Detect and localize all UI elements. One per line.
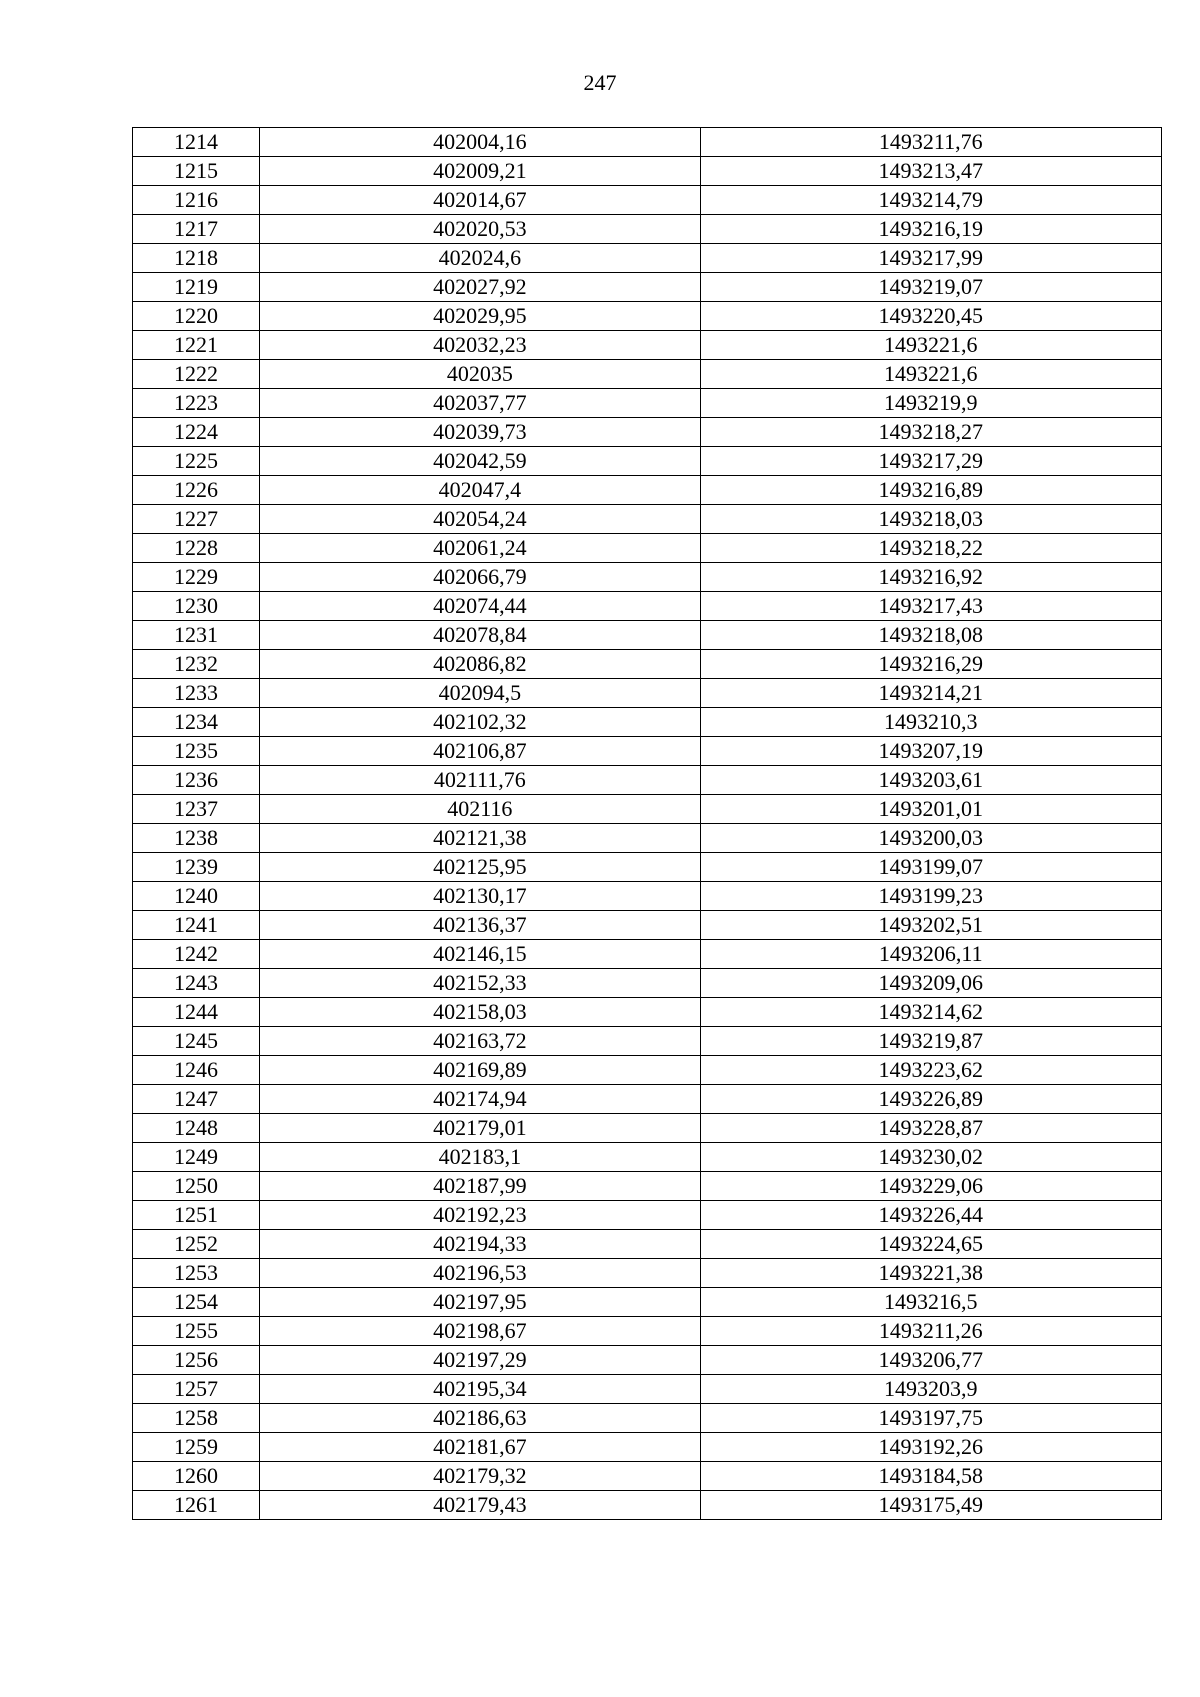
x-coordinate-cell: 402024,6 — [260, 244, 700, 273]
point-number-cell: 1255 — [133, 1317, 260, 1346]
y-coordinate-cell: 1493219,87 — [700, 1027, 1161, 1056]
point-number-cell: 1244 — [133, 998, 260, 1027]
point-number-cell: 1253 — [133, 1259, 260, 1288]
point-number-cell: 1230 — [133, 592, 260, 621]
table-row — [133, 1288, 1162, 1317]
x-coordinate-cell: 402086,82 — [260, 650, 700, 679]
point-number-cell: 1228 — [133, 534, 260, 563]
x-coordinate-cell: 402116 — [260, 795, 700, 824]
y-coordinate-cell: 1493228,87 — [700, 1114, 1161, 1143]
point-number-cell: 1257 — [133, 1375, 260, 1404]
y-coordinate-cell: 1493216,29 — [700, 650, 1161, 679]
x-coordinate-cell: 402054,24 — [260, 505, 700, 534]
point-number-cell: 1233 — [133, 679, 260, 708]
point-number-cell: 1254 — [133, 1288, 260, 1317]
x-coordinate-cell: 402066,79 — [260, 563, 700, 592]
point-number-cell: 1248 — [133, 1114, 260, 1143]
y-coordinate-cell: 1493206,77 — [700, 1346, 1161, 1375]
table-row — [133, 795, 1162, 824]
table-row — [133, 157, 1162, 186]
x-coordinate-cell: 402146,15 — [260, 940, 700, 969]
table-row — [133, 244, 1162, 273]
point-number-cell: 1236 — [133, 766, 260, 795]
point-number-cell: 1232 — [133, 650, 260, 679]
point-number-cell: 1240 — [133, 882, 260, 911]
table-row — [133, 708, 1162, 737]
x-coordinate-cell: 402029,95 — [260, 302, 700, 331]
table-row — [133, 128, 1162, 157]
x-coordinate-cell: 402039,73 — [260, 418, 700, 447]
y-coordinate-cell: 1493218,08 — [700, 621, 1161, 650]
y-coordinate-cell: 1493214,79 — [700, 186, 1161, 215]
y-coordinate-cell: 1493216,89 — [700, 476, 1161, 505]
y-coordinate-cell: 1493226,89 — [700, 1085, 1161, 1114]
x-coordinate-cell: 402197,29 — [260, 1346, 700, 1375]
y-coordinate-cell: 1493184,58 — [700, 1462, 1161, 1491]
y-coordinate-cell: 1493216,5 — [700, 1288, 1161, 1317]
y-coordinate-cell: 1493192,26 — [700, 1433, 1161, 1462]
point-number-cell: 1241 — [133, 911, 260, 940]
table-row — [133, 1201, 1162, 1230]
point-number-cell: 1216 — [133, 186, 260, 215]
point-number-cell: 1227 — [133, 505, 260, 534]
x-coordinate-cell: 402179,01 — [260, 1114, 700, 1143]
point-number-cell: 1221 — [133, 331, 260, 360]
point-number-cell: 1234 — [133, 708, 260, 737]
table-row — [133, 650, 1162, 679]
x-coordinate-cell: 402027,92 — [260, 273, 700, 302]
point-number-cell: 1235 — [133, 737, 260, 766]
table-row — [133, 969, 1162, 998]
table-row — [133, 940, 1162, 969]
point-number-cell: 1245 — [133, 1027, 260, 1056]
table-row — [133, 1433, 1162, 1462]
table-row — [133, 853, 1162, 882]
point-number-cell: 1243 — [133, 969, 260, 998]
x-coordinate-cell: 402197,95 — [260, 1288, 700, 1317]
y-coordinate-cell: 1493218,27 — [700, 418, 1161, 447]
table-row — [133, 360, 1162, 389]
point-number-cell: 1249 — [133, 1143, 260, 1172]
x-coordinate-cell: 402192,23 — [260, 1201, 700, 1230]
table-row — [133, 1056, 1162, 1085]
x-coordinate-cell: 402061,24 — [260, 534, 700, 563]
y-coordinate-cell: 1493224,65 — [700, 1230, 1161, 1259]
y-coordinate-cell: 1493200,03 — [700, 824, 1161, 853]
y-coordinate-cell: 1493197,75 — [700, 1404, 1161, 1433]
y-coordinate-cell: 1493214,62 — [700, 998, 1161, 1027]
point-number-cell: 1242 — [133, 940, 260, 969]
x-coordinate-cell: 402009,21 — [260, 157, 700, 186]
y-coordinate-cell: 1493203,61 — [700, 766, 1161, 795]
point-number-cell: 1250 — [133, 1172, 260, 1201]
x-coordinate-cell: 402078,84 — [260, 621, 700, 650]
x-coordinate-cell: 402152,33 — [260, 969, 700, 998]
table-row — [133, 1027, 1162, 1056]
table-row — [133, 679, 1162, 708]
table-row — [133, 911, 1162, 940]
x-coordinate-cell: 402035 — [260, 360, 700, 389]
table-row — [133, 1491, 1162, 1520]
coordinates-table-body — [133, 128, 1162, 1520]
x-coordinate-cell: 402121,38 — [260, 824, 700, 853]
table-row — [133, 1317, 1162, 1346]
y-coordinate-cell: 1493216,19 — [700, 215, 1161, 244]
point-number-cell: 1220 — [133, 302, 260, 331]
x-coordinate-cell: 402179,43 — [260, 1491, 700, 1520]
y-coordinate-cell: 1493229,06 — [700, 1172, 1161, 1201]
table-row — [133, 621, 1162, 650]
page-number: 247 — [583, 70, 617, 95]
table-row — [133, 273, 1162, 302]
x-coordinate-cell: 402125,95 — [260, 853, 700, 882]
x-coordinate-cell: 402074,44 — [260, 592, 700, 621]
x-coordinate-cell: 402037,77 — [260, 389, 700, 418]
x-coordinate-cell: 402186,63 — [260, 1404, 700, 1433]
table-row — [133, 447, 1162, 476]
x-coordinate-cell: 402032,23 — [260, 331, 700, 360]
point-number-cell: 1258 — [133, 1404, 260, 1433]
table-row — [133, 1346, 1162, 1375]
x-coordinate-cell: 402187,99 — [260, 1172, 700, 1201]
y-coordinate-cell: 1493230,02 — [700, 1143, 1161, 1172]
table-row — [133, 534, 1162, 563]
table-row — [133, 1462, 1162, 1491]
y-coordinate-cell: 1493209,06 — [700, 969, 1161, 998]
table-row — [133, 215, 1162, 244]
y-coordinate-cell: 1493217,43 — [700, 592, 1161, 621]
x-coordinate-cell: 402196,53 — [260, 1259, 700, 1288]
point-number-cell: 1237 — [133, 795, 260, 824]
y-coordinate-cell: 1493218,03 — [700, 505, 1161, 534]
point-number-cell: 1261 — [133, 1491, 260, 1520]
table-row — [133, 331, 1162, 360]
x-coordinate-cell: 402004,16 — [260, 128, 700, 157]
table-row — [133, 592, 1162, 621]
table-row — [133, 1172, 1162, 1201]
point-number-cell: 1218 — [133, 244, 260, 273]
x-coordinate-cell: 402014,67 — [260, 186, 700, 215]
table-row — [133, 1143, 1162, 1172]
x-coordinate-cell: 402169,89 — [260, 1056, 700, 1085]
y-coordinate-cell: 1493219,07 — [700, 273, 1161, 302]
y-coordinate-cell: 1493221,6 — [700, 331, 1161, 360]
point-number-cell: 1224 — [133, 418, 260, 447]
y-coordinate-cell: 1493214,21 — [700, 679, 1161, 708]
table-row — [133, 1375, 1162, 1404]
point-number-cell: 1226 — [133, 476, 260, 505]
y-coordinate-cell: 1493221,38 — [700, 1259, 1161, 1288]
x-coordinate-cell: 402136,37 — [260, 911, 700, 940]
y-coordinate-cell: 1493203,9 — [700, 1375, 1161, 1404]
y-coordinate-cell: 1493211,76 — [700, 128, 1161, 157]
y-coordinate-cell: 1493219,9 — [700, 389, 1161, 418]
x-coordinate-cell: 402047,4 — [260, 476, 700, 505]
table-row — [133, 505, 1162, 534]
x-coordinate-cell: 402042,59 — [260, 447, 700, 476]
table-row — [133, 389, 1162, 418]
x-coordinate-cell: 402179,32 — [260, 1462, 700, 1491]
x-coordinate-cell: 402106,87 — [260, 737, 700, 766]
point-number-cell: 1247 — [133, 1085, 260, 1114]
y-coordinate-cell: 1493221,6 — [700, 360, 1161, 389]
y-coordinate-cell: 1493210,3 — [700, 708, 1161, 737]
table-row — [133, 824, 1162, 853]
x-coordinate-cell: 402195,34 — [260, 1375, 700, 1404]
x-coordinate-cell: 402130,17 — [260, 882, 700, 911]
coordinates-table — [132, 127, 1162, 1520]
point-number-cell: 1252 — [133, 1230, 260, 1259]
point-number-cell: 1231 — [133, 621, 260, 650]
table-row — [133, 476, 1162, 505]
table-row — [133, 882, 1162, 911]
table-row — [133, 766, 1162, 795]
point-number-cell: 1214 — [133, 128, 260, 157]
point-number-cell: 1238 — [133, 824, 260, 853]
table-row — [133, 1230, 1162, 1259]
y-coordinate-cell: 1493202,51 — [700, 911, 1161, 940]
point-number-cell: 1260 — [133, 1462, 260, 1491]
y-coordinate-cell: 1493217,29 — [700, 447, 1161, 476]
table-row — [133, 186, 1162, 215]
y-coordinate-cell: 1493199,23 — [700, 882, 1161, 911]
y-coordinate-cell: 1493206,11 — [700, 940, 1161, 969]
point-number-cell: 1225 — [133, 447, 260, 476]
y-coordinate-cell: 1493175,49 — [700, 1491, 1161, 1520]
table-row — [133, 418, 1162, 447]
y-coordinate-cell: 1493207,19 — [700, 737, 1161, 766]
point-number-cell: 1222 — [133, 360, 260, 389]
x-coordinate-cell: 402102,32 — [260, 708, 700, 737]
x-coordinate-cell: 402174,94 — [260, 1085, 700, 1114]
point-number-cell: 1256 — [133, 1346, 260, 1375]
table-row — [133, 998, 1162, 1027]
table-row — [133, 563, 1162, 592]
point-number-cell: 1251 — [133, 1201, 260, 1230]
table-row — [133, 1085, 1162, 1114]
table-row — [133, 1114, 1162, 1143]
table-row — [133, 1259, 1162, 1288]
x-coordinate-cell: 402111,76 — [260, 766, 700, 795]
y-coordinate-cell: 1493201,01 — [700, 795, 1161, 824]
x-coordinate-cell: 402158,03 — [260, 998, 700, 1027]
point-number-cell: 1259 — [133, 1433, 260, 1462]
x-coordinate-cell: 402198,67 — [260, 1317, 700, 1346]
point-number-cell: 1239 — [133, 853, 260, 882]
y-coordinate-cell: 1493223,62 — [700, 1056, 1161, 1085]
point-number-cell: 1229 — [133, 563, 260, 592]
x-coordinate-cell: 402181,67 — [260, 1433, 700, 1462]
y-coordinate-cell: 1493216,92 — [700, 563, 1161, 592]
y-coordinate-cell: 1493226,44 — [700, 1201, 1161, 1230]
y-coordinate-cell: 1493199,07 — [700, 853, 1161, 882]
y-coordinate-cell: 1493211,26 — [700, 1317, 1161, 1346]
point-number-cell: 1215 — [133, 157, 260, 186]
x-coordinate-cell: 402183,1 — [260, 1143, 700, 1172]
table-row — [133, 737, 1162, 766]
y-coordinate-cell: 1493218,22 — [700, 534, 1161, 563]
x-coordinate-cell: 402163,72 — [260, 1027, 700, 1056]
x-coordinate-cell: 402194,33 — [260, 1230, 700, 1259]
y-coordinate-cell: 1493213,47 — [700, 157, 1161, 186]
point-number-cell: 1223 — [133, 389, 260, 418]
x-coordinate-cell: 402020,53 — [260, 215, 700, 244]
y-coordinate-cell: 1493220,45 — [700, 302, 1161, 331]
table-row — [133, 302, 1162, 331]
point-number-cell: 1246 — [133, 1056, 260, 1085]
table-row — [133, 1404, 1162, 1433]
x-coordinate-cell: 402094,5 — [260, 679, 700, 708]
point-number-cell: 1219 — [133, 273, 260, 302]
point-number-cell: 1217 — [133, 215, 260, 244]
y-coordinate-cell: 1493217,99 — [700, 244, 1161, 273]
